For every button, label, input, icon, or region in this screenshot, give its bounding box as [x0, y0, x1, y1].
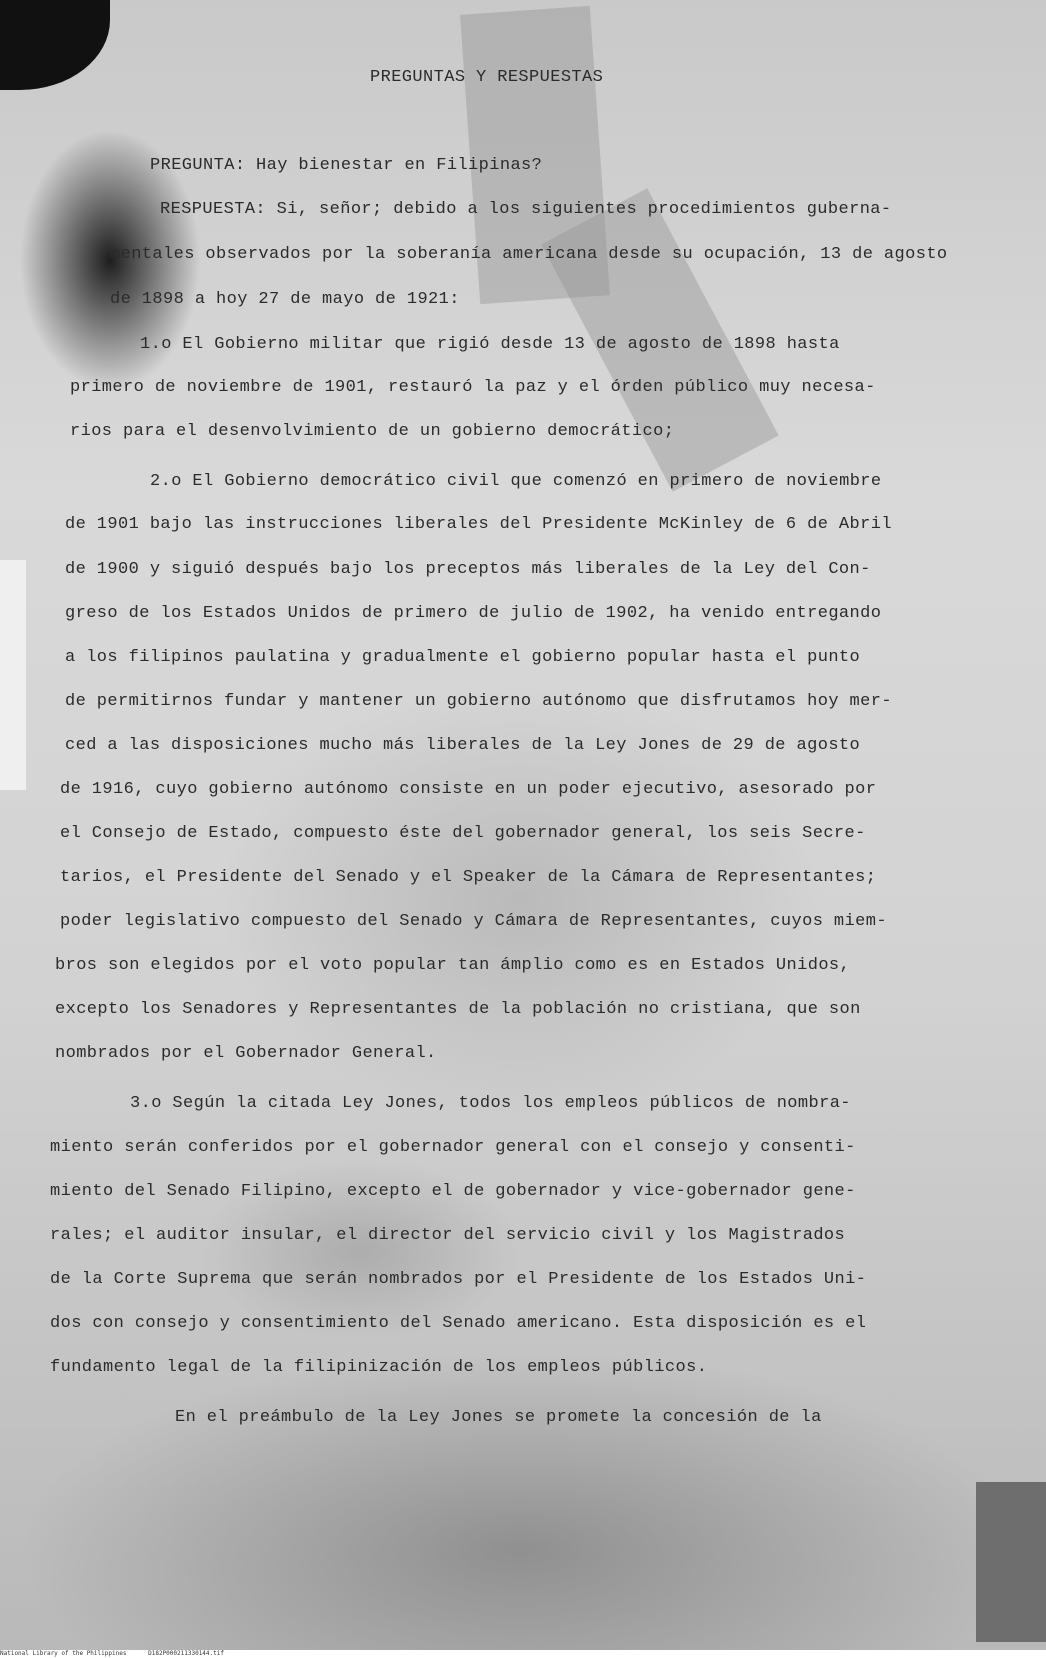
- text-line: fundamento legal de la filipinización de los empleos públicos.: [50, 1358, 708, 1377]
- text-line: En el preámbulo de la Ley Jones se promete la concesión de la: [175, 1408, 822, 1427]
- text-line: de 1901 bajo las instrucciones liberales del Presidente McKinley de 6 de Abril: [65, 515, 892, 534]
- text-line: mentales observados por la soberanía americana desde su ocupación, 13 de agosto: [110, 245, 948, 264]
- text-line: PREGUNTA: Hay bienestar en Filipinas?: [150, 156, 543, 175]
- text-line: tarios, el Presidente del Senado y el Speaker de la Cámara de Representantes;: [60, 868, 877, 887]
- text-line: el Consejo de Estado, compuesto éste del gobernador general, los seis Secre-: [60, 824, 866, 843]
- text-line: miento serán conferidos por el gobernador general con el consejo y consenti-: [50, 1138, 856, 1157]
- document-title: PREGUNTAS Y RESPUESTAS: [370, 68, 604, 87]
- text-line: de la Corte Suprema que serán nombrados por el Presidente de los Estados Uni-: [50, 1270, 867, 1289]
- archive-footer: [0, 1650, 1046, 1658]
- text-line: nombrados por el Gobernador General.: [55, 1044, 437, 1063]
- text-line: RESPUESTA: Si, señor; debido a los siguientes procedimientos guberna-: [160, 200, 892, 219]
- text-line: de 1900 y siguió después bajo los preceptos más liberales de la Ley del Con-: [65, 560, 871, 579]
- text-line: miento del Senado Filipino, excepto el de gobernador y vice-gobernador gene-: [50, 1182, 856, 1201]
- text-line: primero de noviembre de 1901, restauró la paz y el órden público muy necesa-: [70, 378, 876, 397]
- torn-corner: [976, 1482, 1046, 1642]
- text-line: rios para el desenvolvimiento de un gobierno democrático;: [70, 422, 675, 441]
- torn-corner: [0, 0, 110, 90]
- text-line: bros son elegidos por el voto popular tan ámplio como es en Estados Unidos,: [55, 956, 851, 975]
- text-line: 1.o El Gobierno militar que rigió desde 13 de agosto de 1898 hasta: [140, 335, 840, 354]
- text-line: de 1898 a hoy 27 de mayo de 1921:: [110, 290, 460, 309]
- text-line: excepto los Senadores y Representantes de la población no cristiana, que son: [55, 1000, 861, 1019]
- text-line: ced a las disposiciones mucho más liberales de la Ley Jones de 29 de agosto: [65, 736, 861, 755]
- text-line: de permitirnos fundar y mantener un gobierno autónomo que disfrutamos hoy mer-: [65, 692, 892, 711]
- text-line: rales; el auditor insular, el director del servicio civil y los Magistrados: [50, 1226, 846, 1245]
- text-line: 3.o Según la citada Ley Jones, todos los empleos públicos de nombra-: [130, 1094, 851, 1113]
- text-line: a los filipinos paulatina y gradualmente el gobierno popular hasta el punto: [65, 648, 861, 667]
- text-line: greso de los Estados Unidos de primero de julio de 1902, ha venido entregando: [65, 604, 882, 623]
- file-name: D182P000211330144.tif: [148, 1650, 224, 1657]
- text-line: 2.o El Gobierno democrático civil que comenzó en primero de noviembre: [150, 472, 882, 491]
- archive-name: National Library of the Philippines: [0, 1650, 127, 1657]
- text-line: poder legislativo compuesto del Senado y Cámara de Representantes, cuyos miem-: [60, 912, 887, 931]
- text-line: dos con consejo y consentimiento del Senado americano. Esta disposición es el: [50, 1314, 867, 1333]
- text-line: de 1916, cuyo gobierno autónomo consiste en un poder ejecutivo, asesorado por: [60, 780, 877, 799]
- torn-edge: [0, 560, 26, 790]
